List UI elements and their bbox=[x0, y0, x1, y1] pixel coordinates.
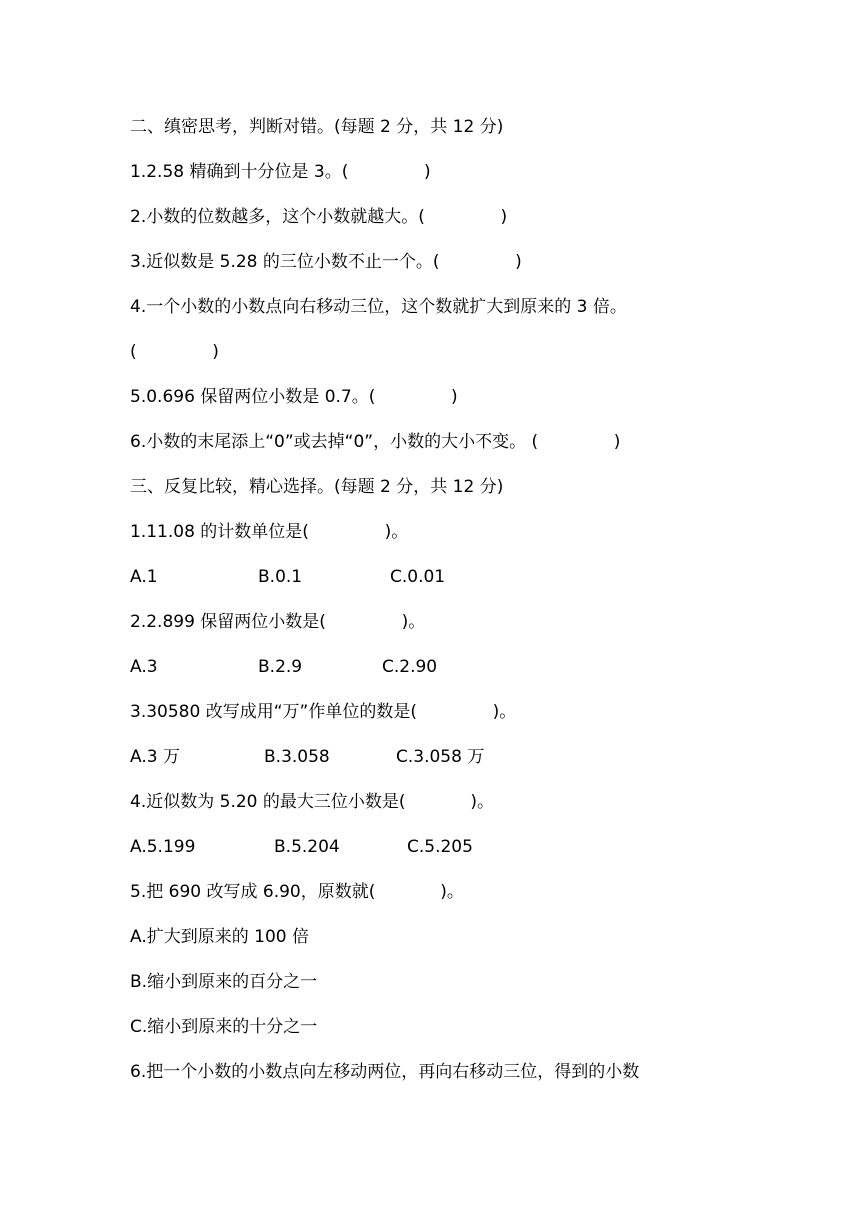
section-3-question-4: 4.近似数为 5.20 的最大三位小数是( )。 bbox=[130, 792, 494, 812]
section-3-question-5-option-a: A.扩大到原来的 100 倍 bbox=[130, 927, 309, 947]
section-3-heading: 三、反复比较，精心选择。(每题 2 分，共 12 分) bbox=[130, 477, 504, 497]
section-3-question-1-option-c: C.0.01 bbox=[390, 567, 446, 587]
section-3-question-5: 5.把 690 改写成 6.90，原数就( )。 bbox=[130, 882, 464, 902]
section-3-question-5-option-b: B.缩小到原来的百分之一 bbox=[130, 972, 318, 992]
section-3-question-1-option-a: A.1 bbox=[130, 567, 158, 587]
section-2-question-1: 1.2.58 精确到十分位是 3。( ) bbox=[130, 162, 431, 182]
section-2-question-6: 6.小数的末尾添上“0”或去掉“0”，小数的大小不变。 ( ) bbox=[130, 432, 621, 452]
section-2-question-4: 4.一个小数的小数点向右移动三位，这个数就扩大到原来的 3 倍。 bbox=[130, 297, 627, 317]
section-3-question-6: 6.把一个小数的小数点向左移动两位，再向右移动三位，得到的小数 bbox=[130, 1062, 640, 1082]
section-3-question-2: 2.2.899 保留两位小数是( )。 bbox=[130, 612, 426, 632]
section-3-question-2-option-c: C.2.90 bbox=[382, 657, 438, 677]
section-2-question-5: 5.0.696 保留两位小数是 0.7。( ) bbox=[130, 387, 458, 407]
section-3-question-3: 3.30580 改写成用“万”作单位的数是( )。 bbox=[130, 702, 517, 722]
section-2-heading: 二、缜密思考，判断对错。(每题 2 分，共 12 分) bbox=[130, 117, 504, 137]
section-3-question-5-option-c: C.缩小到原来的十分之一 bbox=[130, 1017, 318, 1037]
section-3-question-3-option-a: A.3 万 bbox=[130, 747, 180, 767]
section-3-question-3-option-c: C.3.058 万 bbox=[396, 747, 485, 767]
section-2-question-4-answer-blank: ( ) bbox=[130, 342, 219, 362]
section-3-question-1: 1.11.08 的计数单位是( )。 bbox=[130, 522, 409, 542]
section-2-question-2: 2.小数的位数越多，这个小数就越大。( ) bbox=[130, 207, 508, 227]
section-3-question-2-option-b: B.2.9 bbox=[258, 657, 303, 677]
section-3-question-3-option-b: B.3.058 bbox=[264, 747, 330, 767]
section-3-question-2-option-a: A.3 bbox=[130, 657, 158, 677]
section-2-question-3: 3.近似数是 5.28 的三位小数不止一个。( ) bbox=[130, 252, 522, 272]
section-3-question-4-option-c: C.5.205 bbox=[407, 837, 473, 857]
section-3-question-4-option-b: B.5.204 bbox=[274, 837, 340, 857]
section-3-question-4-option-a: A.5.199 bbox=[130, 837, 196, 857]
section-3-question-1-option-b: B.0.1 bbox=[258, 567, 303, 587]
